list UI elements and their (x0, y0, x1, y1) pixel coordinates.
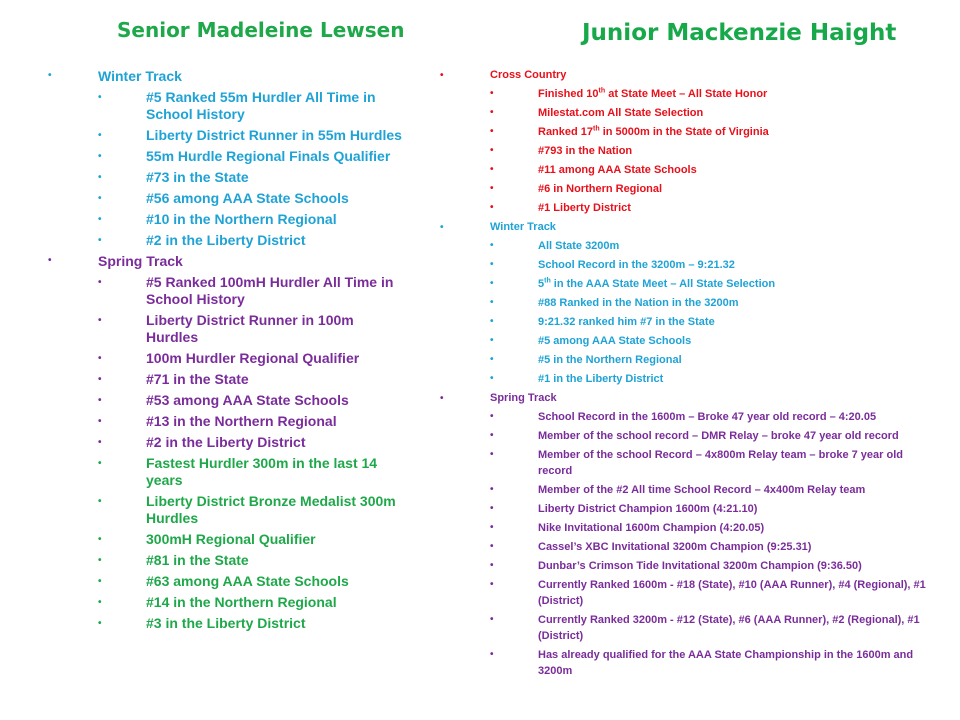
achievement-item (490, 257, 940, 273)
bullet-icon: • (490, 107, 494, 118)
achievement-item (490, 200, 940, 216)
achievement-list (490, 409, 940, 679)
achievement-item (98, 89, 408, 123)
bullet-icon: • (490, 449, 494, 460)
achievement-item (490, 647, 940, 679)
section-label: Winter Track (98, 68, 182, 84)
achievement-text: Member of the #2 All time School Record – 4x400m Relay team (538, 484, 866, 496)
achievement-text: Liberty District Bronze Medalist 300m Hurdles (146, 493, 396, 526)
right-section-list (440, 68, 940, 679)
junior-title: Junior Mackenzie Haight (582, 20, 897, 46)
achievement-text: 100m Hurdler Regional Qualifier (146, 350, 360, 366)
achievement-text: Liberty District Champion 1600m (4:21.10) (538, 503, 758, 515)
bullet-icon: • (490, 411, 494, 422)
achievement-item (98, 232, 408, 249)
bullet-icon: • (98, 555, 102, 566)
achievement-text: 9:21.32 ranked him #7 in the State (538, 316, 715, 328)
bullet-icon: • (490, 202, 494, 213)
achievement-item (490, 482, 940, 498)
achievement-item (490, 238, 940, 254)
achievement-item (98, 615, 408, 632)
achievement-text: Dunbar’s Crimson Tide Invitational 3200m Champion (9:36.50) (538, 560, 862, 572)
achievement-item (98, 573, 408, 590)
achievement-item (490, 162, 940, 178)
section-winter-track (440, 220, 940, 387)
achievement-text: #5 Ranked 55m Hurdler All Time in School History (146, 89, 376, 122)
bullet-icon: • (490, 240, 494, 251)
achievement-text: #63 among AAA State Schools (146, 573, 349, 589)
bullet-icon: • (490, 430, 494, 441)
section-spring-track (48, 252, 408, 632)
achievement-item (490, 447, 940, 479)
achievement-item (98, 127, 408, 144)
bullet-icon: • (98, 214, 102, 225)
achievement-text: #2 in the Liberty District (146, 232, 306, 248)
achievement-item (98, 455, 408, 489)
achievement-item (490, 181, 940, 197)
bullet-icon: • (98, 92, 102, 103)
achievement-item (490, 520, 940, 536)
achievement-item (98, 211, 408, 228)
bullet-icon: • (98, 534, 102, 545)
achievement-item (98, 392, 408, 409)
bullet-icon: • (490, 354, 494, 365)
bullet-icon: • (490, 484, 494, 495)
achievement-item (98, 371, 408, 388)
achievement-list (490, 238, 940, 387)
bullet-icon: • (490, 541, 494, 552)
achievement-item (490, 86, 940, 102)
achievement-text: #3 in the Liberty District (146, 615, 306, 631)
achievement-item (490, 501, 940, 517)
bullet-icon: • (98, 172, 102, 183)
section-label: Spring Track (98, 253, 183, 269)
bullet-icon: • (48, 70, 52, 81)
achievement-text: #71 in the State (146, 371, 249, 387)
achievement-item (490, 577, 940, 609)
bullet-icon: • (490, 373, 494, 384)
achievement-item (490, 276, 940, 292)
achievement-text: 300mH Regional Qualifier (146, 531, 316, 547)
achievement-text: #6 in Northern Regional (538, 183, 663, 195)
achievement-text: All State 3200m (538, 240, 620, 252)
section-cross-country (440, 68, 940, 216)
achievement-item (98, 413, 408, 430)
achievement-text: #81 in the State (146, 552, 249, 568)
achievement-list (490, 86, 940, 216)
bullet-icon: • (490, 649, 494, 660)
achievement-item (490, 409, 940, 425)
achievement-text: #56 among AAA State Schools (146, 190, 349, 206)
senior-title: Senior Madeleine Lewsen (117, 18, 405, 42)
bullet-icon: • (98, 496, 102, 507)
bullet-icon: • (490, 278, 494, 289)
achievement-item (98, 531, 408, 548)
achievement-text: #53 among AAA State Schools (146, 392, 349, 408)
achievement-list (98, 274, 408, 632)
achievement-text: Milestat.com All State Selection (538, 107, 704, 119)
bullet-icon: • (490, 522, 494, 533)
achievement-text: Liberty District Runner in 100m Hurdles (146, 312, 354, 345)
achievement-item (98, 274, 408, 308)
bullet-icon: • (490, 560, 494, 571)
achievement-text: #11 among AAA State Schools (538, 164, 697, 176)
senior-achievements-column (48, 64, 408, 632)
bullet-icon: • (490, 126, 494, 137)
bullet-icon: • (98, 277, 102, 288)
bullet-icon: • (98, 315, 102, 326)
achievement-item (490, 558, 940, 574)
achievement-text: #14 in the Northern Regional (146, 594, 337, 610)
achievement-text: Liberty District Runner in 55m Hurdles (146, 127, 402, 143)
achievement-item (490, 124, 940, 140)
achievement-item (490, 295, 940, 311)
achievement-text: #1 Liberty District (538, 202, 631, 214)
bullet-icon: • (440, 222, 444, 233)
bullet-icon: • (490, 503, 494, 514)
bullet-icon: • (98, 416, 102, 427)
section-spring-track (440, 391, 940, 679)
achievement-text: Finished 10th at State Meet – All State Honor (538, 87, 768, 100)
bullet-icon: • (98, 458, 102, 469)
achievement-item (490, 333, 940, 349)
achievement-text: Ranked 17th in 5000m in the State of Virginia (538, 125, 769, 138)
bullet-icon: • (98, 235, 102, 246)
achievement-text: School Record in the 1600m – Broke 47 year old record – 4:20.05 (538, 411, 877, 423)
bullet-icon: • (98, 618, 102, 629)
section-label: Spring Track (490, 392, 557, 404)
achievement-text: #10 in the Northern Regional (146, 211, 337, 227)
achievement-item (490, 143, 940, 159)
achievement-item (490, 371, 940, 387)
achievement-item (490, 314, 940, 330)
achievement-item (98, 552, 408, 569)
section-label: Cross Country (490, 69, 567, 81)
achievement-text: #793 in the Nation (538, 145, 633, 157)
bullet-icon: • (98, 353, 102, 364)
bullet-icon: • (98, 576, 102, 587)
bullet-icon: • (440, 70, 444, 81)
bullet-icon: • (98, 151, 102, 162)
achievement-text: Cassel’s XBC Invitational 3200m Champion (9:25.31) (538, 541, 812, 553)
achievement-text: 5th in the AAA State Meet – All State Selection (538, 277, 776, 290)
bullet-icon: • (48, 255, 52, 266)
bullet-icon: • (490, 297, 494, 308)
achievement-text: #13 in the Northern Regional (146, 413, 337, 429)
bullet-icon: • (490, 183, 494, 194)
achievement-text: School Record in the 3200m – 9:21.32 (538, 259, 735, 271)
achievement-text: #73 in the State (146, 169, 249, 185)
bullet-icon: • (490, 164, 494, 175)
achievement-text: #2 in the Liberty District (146, 434, 306, 450)
bullet-icon: • (490, 579, 494, 590)
bullet-icon: • (98, 130, 102, 141)
achievement-item (98, 190, 408, 207)
achievement-item (490, 105, 940, 121)
achievement-text: Fastest Hurdler 300m in the last 14 years (146, 455, 378, 488)
bullet-icon: • (490, 614, 494, 625)
achievement-item (98, 594, 408, 611)
bullet-icon: • (490, 316, 494, 327)
achievement-list (98, 89, 408, 249)
bullet-icon: • (440, 393, 444, 404)
achievement-text: Member of the school Record – 4x800m Relay team – broke 7 year old record (538, 449, 903, 477)
achievement-item (98, 312, 408, 346)
bullet-icon: • (98, 374, 102, 385)
achievement-text: #1 in the Liberty District (538, 373, 664, 385)
achievement-text: #5 Ranked 100mH Hurdler All Time in School History (146, 274, 394, 307)
achievement-item (98, 493, 408, 527)
achievement-text: #5 among AAA State Schools (538, 335, 692, 347)
achievement-text: Currently Ranked 3200m - #12 (State), #6 (AAA Runner), #2 (Regional), #1 (District) (538, 614, 920, 642)
section-label: Winter Track (490, 221, 556, 233)
bullet-icon: • (490, 335, 494, 346)
bullet-icon: • (490, 88, 494, 99)
bullet-icon: • (98, 437, 102, 448)
achievement-text: Member of the school record – DMR Relay – broke 47 year old record (538, 430, 899, 442)
achievement-item (490, 352, 940, 368)
left-section-list (48, 67, 408, 632)
achievement-text: #88 Ranked in the Nation in the 3200m (538, 297, 739, 309)
achievement-item (490, 428, 940, 444)
achievement-text: Nike Invitational 1600m Champion (4:20.05) (538, 522, 765, 534)
bullet-icon: • (98, 597, 102, 608)
bullet-icon: • (98, 395, 102, 406)
achievement-text: 55m Hurdle Regional Finals Qualifier (146, 148, 391, 164)
achievement-item (98, 350, 408, 367)
bullet-icon: • (490, 259, 494, 270)
achievement-text: Has already qualified for the AAA State Championship in the 1600m and 3200m (538, 649, 914, 677)
achievement-text: Currently Ranked 1600m - #18 (State), #10 (AAA Runner), #4 (Regional), #1 (District) (538, 579, 926, 607)
achievement-item (490, 612, 940, 644)
achievement-item (98, 169, 408, 186)
junior-achievements-column (440, 64, 940, 679)
section-winter-track (48, 67, 408, 249)
achievement-item (98, 434, 408, 451)
achievement-item (490, 539, 940, 555)
bullet-icon: • (98, 193, 102, 204)
achievement-item (98, 148, 408, 165)
bullet-icon: • (490, 145, 494, 156)
achievement-text: #5 in the Northern Regional (538, 354, 682, 366)
